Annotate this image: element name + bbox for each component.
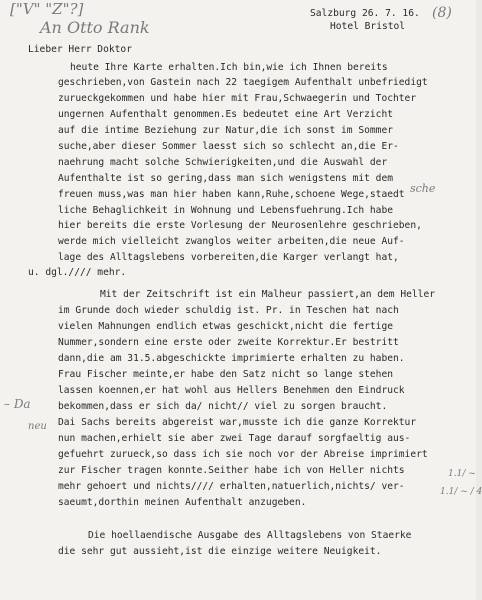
p1-line: suche,aber dieser Sommer laesst sich so schlecht an,die Er- [58, 141, 399, 152]
p1-line: Aufenthalte ist so gering,dass man sich wenigstens mit dem [58, 173, 394, 184]
handwritten-page-number: (8) [432, 5, 452, 21]
place-date: Salzburg 26. 7. 16. [310, 8, 420, 19]
p2-line: gefuehrt zurueck,so dass ich sie noch vor der Abreise imprimiert [58, 449, 428, 460]
handwritten-note-recipient: An Otto Rank [40, 18, 150, 37]
p1-line: liche Behaglichkeit in Wohnung und Lebensfuehrung.Ich habe [58, 205, 394, 216]
handwritten-margin-neu: neu [28, 421, 47, 432]
p1-line: freuen muss,was man hier haben kann,Ruhe,schoene Wege,staedt [58, 189, 405, 200]
p2-line: Mit der Zeitschrift ist ein Malheur passiert,an dem Heller [100, 289, 436, 300]
p1-line: naehrung macht solche Schwierigkeiten,und die Auswahl der [58, 157, 388, 168]
p2-line: lassen koennen,er hat wohl aus Hellers Benehmen den Eindruck [58, 385, 405, 396]
p1-line: heute Ihre Karte erhalten.Ich bin,wie ich Ihnen bereits [70, 62, 388, 73]
p2-line: bekommen,dass er sich da/ nicht// viel zu sorgen braucht. [58, 401, 388, 412]
p3-line: Die hoellaendische Ausgabe des Alltagslebens von Staerke [88, 530, 412, 541]
p2-line: Frau Fischer meinte,er habe den Satz nicht so lange stehen [58, 369, 394, 380]
p2-line: Dai Sachs bereits abgereist war,musste ich die ganze Korrektur [58, 417, 417, 428]
handwritten-margin-da: – Da [4, 397, 31, 411]
p1-line: hier bereits die erste Vorlesung der Neurosenlehre geschrieben, [58, 220, 422, 231]
p2-line: saeumt,dorthin meinen Aufenthalt anzugeben. [58, 497, 307, 508]
p2-line: im Grunde doch wieder schuldig ist. Pr. in Teschen hat nach [58, 305, 399, 316]
p1-line: ungernen Aufenthalt genommen.Es bedeutet eine Art Verzicht [58, 109, 394, 120]
p1-line: auf die intime Beziehung zur Natur,die ich sonst im Sommer [58, 125, 394, 136]
p1-line: u. dgl.//// mehr. [28, 267, 127, 278]
hotel-name: Hotel Bristol [330, 21, 406, 32]
salutation: Lieber Herr Doktor [28, 44, 132, 55]
p1-line: werde mich vielleicht zwanglos weiter arbeiten,die neue Auf- [58, 236, 405, 247]
p1-line: geschrieben,von Gastein nach 22 taegigem Aufenthalt unbefriedigt [58, 77, 428, 88]
handwritten-margin-ref-1: 1.1/ ~ [448, 469, 476, 479]
p2-line: mehr gehoert und nichts//// erhalten,natuerlich,nichts/ ver- [58, 481, 405, 492]
p1-line: lage des Alltagslebens vorbereiten,die Karger verlangt hat, [58, 252, 399, 263]
p1-line: zurueckgekommen und habe hier mit Frau,Schwaegerin und Tochter [58, 93, 417, 104]
handwritten-insert-sche: sche [410, 182, 436, 195]
handwritten-margin-ref-2: 1.1/ ~ / 4 [440, 487, 482, 497]
p2-line: Nummer,sondern eine erste oder zweite Korrektur.Er bestritt [58, 337, 399, 348]
p2-line: dann,die am 31.5.abgeschickte imprimierte erhalten zu haben. [58, 353, 405, 364]
handwritten-note-vz: ["V" "Z"?] [10, 0, 84, 18]
p2-line: zur Fischer tragen konnte.Seither habe ich von Heller nichts [58, 465, 405, 476]
p3-line: die sehr gut aussieht,ist die einzige weitere Neuigkeit. [58, 546, 382, 557]
p2-line: nun machen,erhielt sie aber zwei Tage darauf sorgfaeltig aus- [58, 433, 411, 444]
p2-line: vielen Mahnungen endlich etwas geschickt,nicht die fertige [58, 321, 394, 332]
